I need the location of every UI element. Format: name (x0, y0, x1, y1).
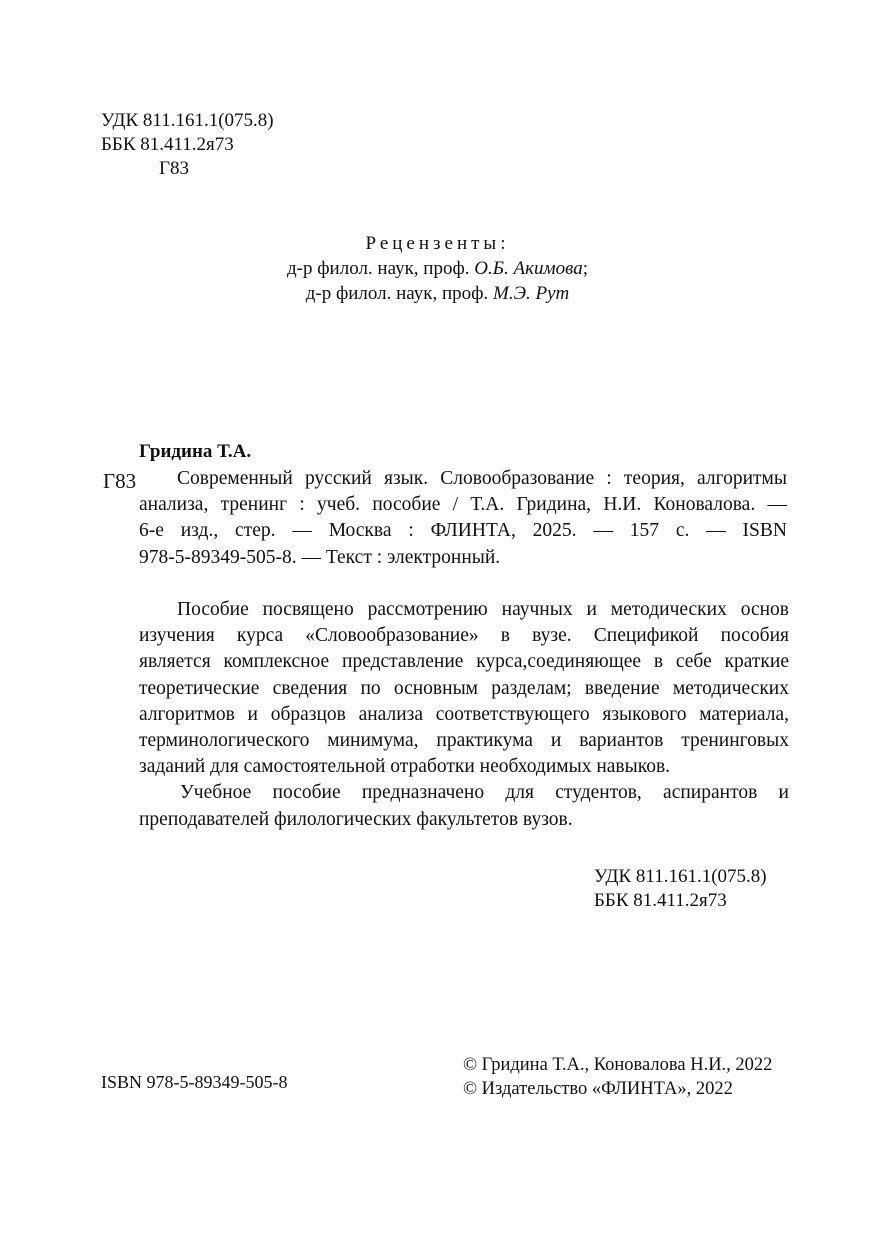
copyright-authors: © Гридина Т.А., Коновалова Н.И., 2022 (463, 1055, 773, 1075)
copyright-publisher: © Издательство «ФЛИНТА», 2022 (463, 1079, 733, 1099)
annotation-line: заданий для самостоятельной отработки необходимых навыков. (139, 756, 671, 778)
record-line: Современный русский язык. Словообразование : теория, алгоритмы (177, 468, 787, 489)
reviewer-1-suffix: ; (582, 258, 588, 279)
record-author: Гридина Т.А. (139, 441, 252, 462)
footer-udk: УДК 811.161.1(075.8) (594, 866, 767, 887)
bbk-code: ББК 81.411.2я73 (101, 134, 234, 155)
annotation-line: теоретические сведения по основным разделам; введение методических (139, 677, 789, 699)
reviewer-1-name: О.Б. Акимова (474, 258, 583, 279)
annotation-line: терминологического минимума, практикума и вариантов тренинговых (139, 730, 789, 752)
record-line: 6-е изд., стер. — Москва : ФЛИНТА, 2025. — 157 с. — ISBN (139, 520, 787, 542)
annotation-line: изучения курса «Словообразование» в вузе. Спецификой пособия (139, 625, 789, 647)
annotation-line: Учебное пособие предназначено для студентов, аспирантов и (180, 782, 789, 804)
udk-code: УДК 811.161.1(075.8) (101, 110, 274, 131)
reviewer-1 (0, 256, 875, 281)
annotation-line: алгоритмов и образцов анализа соответствующего языкового материала, (139, 703, 789, 725)
classification-block (101, 109, 274, 181)
annotation-line: преподавателей филологических факультетов вузов. (139, 808, 573, 830)
footer-bbk: ББК 81.411.2я73 (594, 890, 727, 911)
footer-classification (594, 865, 767, 913)
reviewer-2-name: М.Э. Рут (493, 283, 570, 304)
record-code: Г83 (103, 469, 137, 493)
reviewers-title: Рецензенты: (365, 233, 510, 254)
annotation-line: является комплексное представление курса,соединяющее в себе краткие (139, 651, 789, 673)
annotation (139, 597, 789, 833)
annotation-line: Пособие посвящено рассмотрению научных и методических основ (177, 599, 789, 620)
author-code: Г83 (159, 158, 189, 179)
record-line: 978-5-89349-505-8. — Текст : электронный. (139, 546, 501, 568)
isbn: ISBN 978-5-89349-505-8 (101, 1072, 288, 1092)
record-line: анализа, тренинг : учеб. пособие / Т.А. Гридина, Н.И. Коновалова. — (139, 494, 787, 516)
bibliographic-record (139, 466, 787, 571)
reviewer-2-degree: д-р филол. наук, проф. (305, 283, 493, 304)
reviewers-block (0, 231, 875, 306)
reviewer-2 (0, 281, 875, 306)
reviewer-1-degree: д-р филол. наук, проф. (287, 258, 475, 279)
copyright-block (463, 1053, 772, 1101)
